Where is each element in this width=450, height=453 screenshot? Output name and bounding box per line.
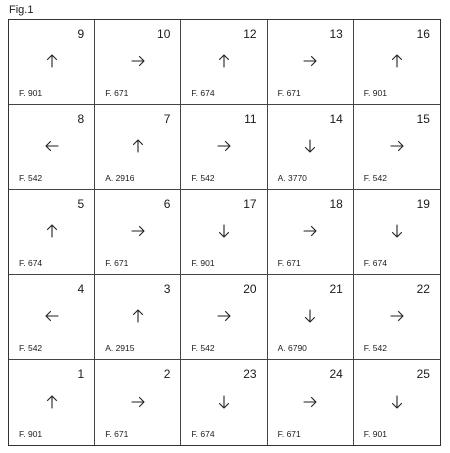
arrow-right-icon (130, 53, 146, 69)
arrow-right-icon (302, 394, 318, 410)
cell-label: F. 542 (363, 343, 387, 353)
grid-cell (95, 275, 181, 360)
arrow-left-icon (44, 138, 60, 154)
cell-number: 20 (243, 282, 257, 296)
grid-cell (354, 105, 440, 190)
arrow-right-icon (302, 223, 318, 239)
cell-number: 4 (77, 282, 85, 296)
cell-number: 17 (243, 197, 257, 211)
grid-cell (95, 105, 181, 190)
cell-number: 16 (416, 27, 430, 41)
arrow-right-icon (216, 138, 232, 154)
grid-cell (95, 190, 181, 275)
cell-number: 11 (244, 112, 257, 126)
figure-label: Fig.1 (9, 4, 34, 16)
arrow-right-icon (130, 394, 146, 410)
cell-label: F. 542 (363, 173, 387, 183)
arrow-up-icon (130, 308, 146, 324)
arrow-left-icon (44, 308, 60, 324)
grid-cell (354, 20, 440, 105)
arrow-up-icon (44, 394, 60, 410)
arrow-up-icon (44, 53, 60, 69)
cell-number: 13 (329, 27, 343, 41)
cell-label: F. 901 (363, 88, 387, 98)
grid-cell (95, 20, 181, 105)
grid-cell (9, 360, 95, 445)
cell-label: F. 671 (105, 258, 129, 268)
cell-label: F. 542 (191, 173, 215, 183)
cell-label: A. 6790 (277, 343, 307, 353)
cell-number: 18 (329, 197, 343, 211)
cell-number: 12 (243, 27, 257, 41)
cell-number: 3 (163, 282, 171, 296)
cell-number: 5 (77, 197, 85, 211)
arrow-right-icon (389, 308, 405, 324)
cell-label: A. 3770 (277, 173, 307, 183)
cell-label: F. 901 (19, 429, 43, 439)
cell-number: 7 (163, 112, 171, 126)
cell-label: F. 671 (105, 88, 129, 98)
cell-number: 25 (416, 367, 430, 381)
grid-cell (268, 105, 354, 190)
cell-number: 9 (77, 27, 85, 41)
cell-label: F. 674 (191, 429, 215, 439)
grid-cell (181, 20, 267, 105)
grid-cell (95, 360, 181, 445)
arrow-down-icon (389, 223, 405, 239)
arrow-right-icon (302, 53, 318, 69)
grid-cell (9, 20, 95, 105)
arrow-up-icon (130, 138, 146, 154)
cell-label: F. 901 (363, 429, 387, 439)
grid-cell (9, 105, 95, 190)
arrow-down-icon (302, 138, 318, 154)
grid-cell (354, 190, 440, 275)
arrow-down-icon (389, 394, 405, 410)
arrow-down-icon (216, 394, 232, 410)
grid-cell (9, 275, 95, 360)
cell-number: 2 (163, 367, 171, 381)
grid-cell (268, 20, 354, 105)
cell-label: F. 671 (277, 429, 301, 439)
grid-cell (268, 360, 354, 445)
arrow-up-icon (389, 53, 405, 69)
cell-label: F. 674 (19, 258, 43, 268)
cell-number: 6 (163, 197, 171, 211)
arrow-right-icon (389, 138, 405, 154)
grid-cell (268, 275, 354, 360)
panel-grid (8, 19, 441, 446)
cell-number: 23 (243, 367, 257, 381)
arrow-right-icon (130, 223, 146, 239)
cell-number: 24 (329, 367, 343, 381)
cell-label: F. 671 (277, 88, 301, 98)
grid-cell (354, 360, 440, 445)
grid-cell (181, 275, 267, 360)
cell-number: 21 (329, 282, 343, 296)
cell-label: F. 542 (19, 343, 43, 353)
cell-label: A. 2916 (105, 173, 135, 183)
cell-number: 22 (416, 282, 430, 296)
grid-cell (354, 275, 440, 360)
cell-number: 10 (157, 27, 171, 41)
grid-cell (268, 190, 354, 275)
cell-label: F. 674 (363, 258, 387, 268)
cell-label: A. 2915 (105, 343, 135, 353)
grid-cell (181, 360, 267, 445)
cell-number: 14 (329, 112, 343, 126)
grid-cell (181, 105, 267, 190)
arrow-down-icon (302, 308, 318, 324)
cell-label: F. 901 (19, 88, 43, 98)
cell-number: 1 (77, 367, 85, 381)
arrow-up-icon (216, 53, 232, 69)
arrow-down-icon (216, 223, 232, 239)
arrow-up-icon (44, 223, 60, 239)
cell-label: F. 671 (277, 258, 301, 268)
grid-cell (9, 190, 95, 275)
cell-label: F. 542 (19, 173, 43, 183)
cell-label: F. 674 (191, 88, 215, 98)
cell-number: 15 (416, 112, 430, 126)
cell-label: F. 901 (191, 258, 215, 268)
cell-label: F. 671 (105, 429, 129, 439)
cell-number: 19 (416, 197, 430, 211)
arrow-right-icon (216, 308, 232, 324)
grid-cell (181, 190, 267, 275)
cell-number: 8 (77, 112, 85, 126)
cell-label: F. 542 (191, 343, 215, 353)
